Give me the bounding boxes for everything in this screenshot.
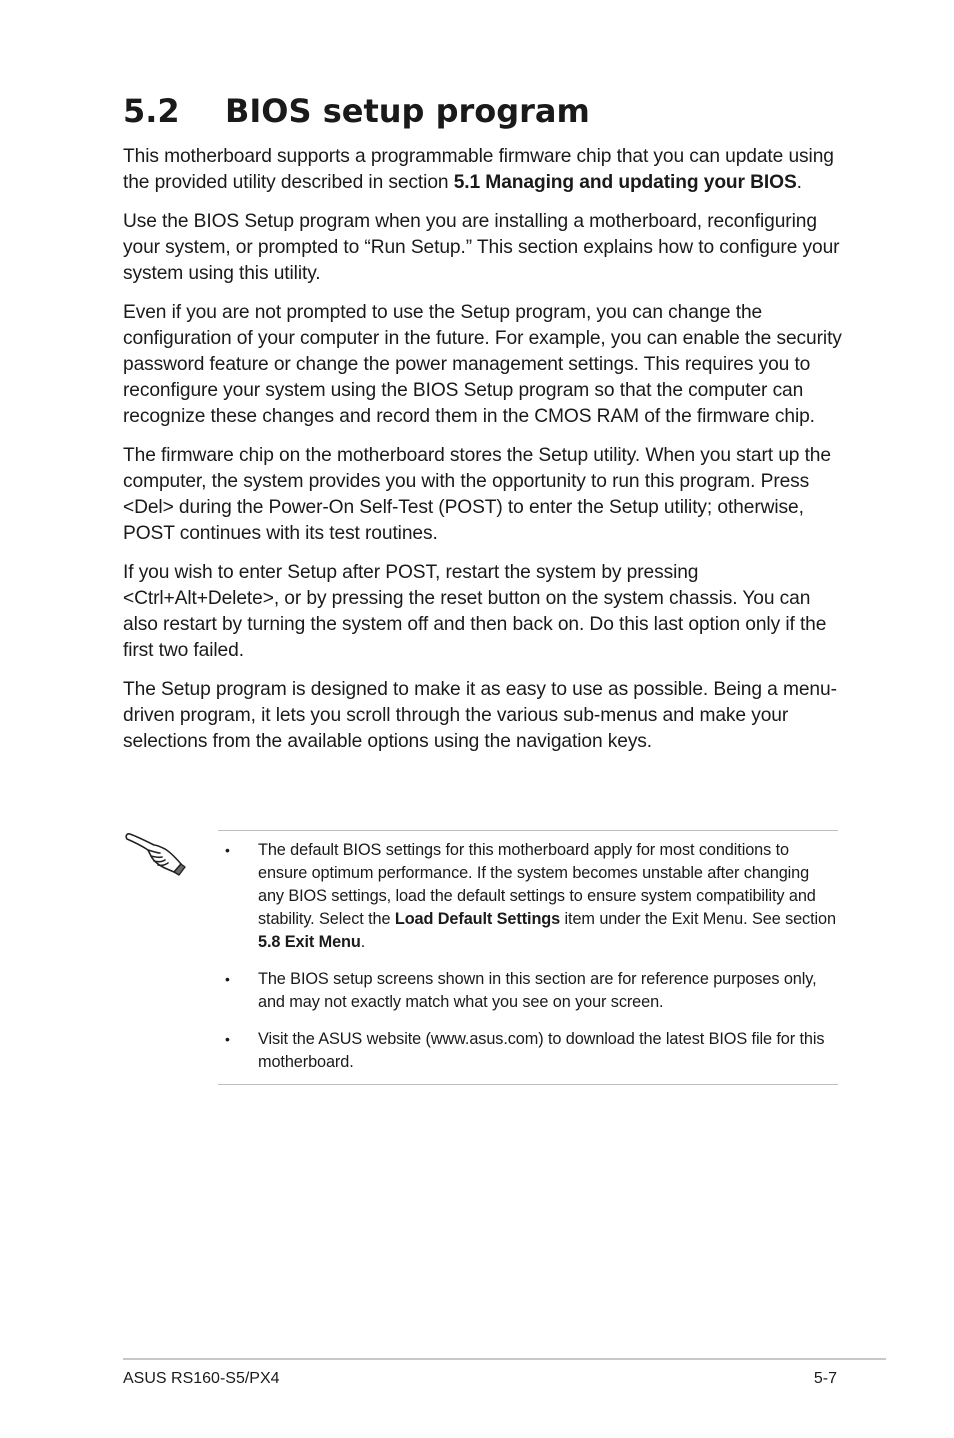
bullet-marker: • [225, 971, 230, 987]
footer-page-number: 5-7 [813, 1370, 837, 1387]
note-bold-exit-menu: 5.8 Exit Menu [258, 933, 361, 951]
section-number: 5.2 [123, 92, 180, 130]
paragraph-restart: If you wish to enter Setup after POST, restart the system by pressing <Ctrl+Alt+Delete>, or by pressing the reset button on the system chassis. You can also restart by turning the system off and then back on. Do this last option only if the first two failed. [123, 562, 827, 661]
bullet-marker: • [225, 842, 230, 858]
note-text: item under the Exit Menu. See section [560, 910, 836, 928]
paragraph-intro-end: . [796, 172, 802, 193]
section-title: BIOS setup program [225, 92, 590, 130]
footer-product-name: ASUS RS160-S5/PX4 [123, 1370, 280, 1387]
section-heading [123, 89, 590, 133]
note-box [218, 830, 838, 1085]
note-text: . [360, 933, 366, 951]
note-item-asus-website [218, 1028, 838, 1074]
paragraph-reconfigure: Even if you are not prompted to use the Setup program, you can change the configuration of your computer in the future. For example, you can enable the security password feature or change the power management settings. This requires you to reconfigure your system using the BIOS Setup program so that the computer can recognize these changes and record them in the CMOS RAM of the firmware chip. [123, 302, 842, 427]
footer-divider [123, 1358, 886, 1360]
note-text: The BIOS setup screens shown in this section are for reference purposes only, and may not exactly match what you see on your screen. [258, 970, 817, 1011]
body-text [123, 144, 845, 768]
note-bold-load-default: Load Default Settings [394, 910, 561, 928]
paragraph-firmware: The firmware chip on the motherboard stores the Setup utility. When you start up the computer, the system provides you with the opportunity to run this program. Press <Del> during the Power-On Self-Test (POST) to enter the Setup utility; otherwise, POST continues with its test routines. [123, 445, 831, 544]
paragraph-intro-text: This motherboard supports a programmable firmware chip that you can update using the provided utility described in section [123, 146, 834, 193]
paragraph-usage: Use the BIOS Setup program when you are installing a motherboard, reconfiguring your system, or prompted to “Run Setup.” This section explains how to configure your system using this utility. [123, 211, 840, 284]
note-text: Visit the ASUS website (www.asus.com) to download the latest BIOS file for this motherboard. [258, 1030, 825, 1071]
section-reference: 5.1 Managing and updating your BIOS [453, 172, 797, 193]
pointing-hand-icon [124, 826, 186, 876]
paragraph-intro [123, 144, 845, 196]
paragraph-menu: The Setup program is designed to make it as easy to use as possible. Being a menu-driven program, it lets you scroll through the various sub-menus and make your selections from the available options using the navigation keys. [123, 679, 837, 752]
note-text: The default BIOS settings for this motherboard apply for most conditions to ensure optimum performance. If the system becomes unstable after changing any BIOS settings, load the default settings to ensure system compatibility and stability. Select the [258, 841, 816, 928]
bullet-marker: • [225, 1031, 230, 1047]
note-item-default-settings [218, 839, 838, 954]
note-item-reference-screens [218, 968, 838, 1014]
